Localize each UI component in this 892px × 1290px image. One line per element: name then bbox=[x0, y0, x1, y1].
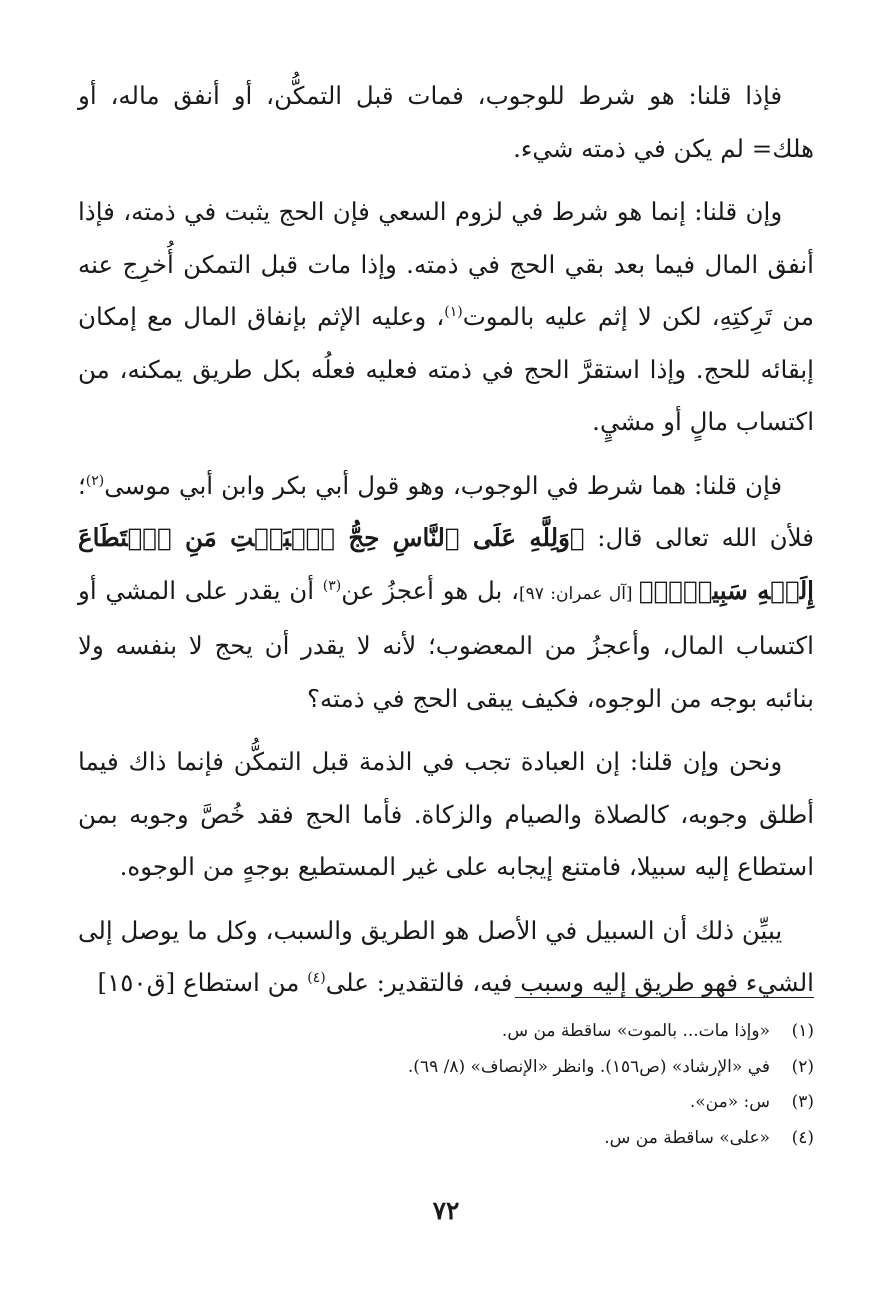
footnote-number: (٤) bbox=[791, 1127, 814, 1148]
footnote-text: في «الإرشاد» (ص١٥٦). وانظر «الإنصاف» (٨/ ٦٩). bbox=[407, 1056, 770, 1077]
footnote-number: (٣) bbox=[791, 1092, 814, 1112]
footnote-ref-2: (٢) bbox=[85, 472, 105, 489]
footnote-4 bbox=[78, 1121, 814, 1157]
quran-verse: ﴿وَلِلَّهِ عَلَى ٱلنَّاسِ حِجُّ ٱلۡبَيۡتِ مَنِ ٱسۡتَطَاعَ إِلَيۡهِ سَبِيلٗاۚ﴾ bbox=[78, 523, 814, 605]
footnote-number: (٢) bbox=[791, 1056, 814, 1077]
paragraph-3-text-c: ، بل هو أعجزُ عن bbox=[341, 575, 519, 605]
footnote-ref-3: (٣) bbox=[322, 577, 342, 594]
paragraph-3-text-a: فإن قلنا: هما شرط في الوجوب، وهو قول أبي بكر وابن أبي موسى bbox=[104, 470, 783, 500]
footnotes bbox=[78, 1014, 814, 1156]
paragraph-3-text-b: ؛ فلأن الله تعالى قال: bbox=[78, 470, 814, 552]
footnote-text: «وإذا مات... بالموت» ساقطة من س. bbox=[501, 1021, 770, 1041]
paragraph-5 bbox=[78, 905, 814, 1010]
footnote-ref-1: (١) bbox=[444, 303, 463, 320]
footnote-text: س: «من». bbox=[689, 1092, 770, 1112]
paragraph-5-text-a: يبيِّن ذلك أن السبيل في الأصل هو الطريق والسبب، وكل ما يوصل إلى الشيء فهو طريق إليه وسبب فيه، فالتقدير: على bbox=[78, 915, 814, 997]
paragraph-4: ونحن وإن قلنا: إن العبادة تجب في الذمة قبل التمكُّن فإنما ذاك فيما أطلق وجوبه، كالصلاة والصيام والزكاة. فأما الحج فقد خُصَّ وجوبه بمن استطاع إليه سبيلا، فامتنع إيجابه على غير المستطيع بوجهٍ من الوجوه. bbox=[78, 747, 814, 881]
footnote-separator bbox=[515, 997, 814, 998]
paragraph-3 bbox=[78, 460, 814, 726]
paragraph-2-text-b: ، وعليه الإثم بإنفاق المال مع إمكان إبقائه للحج. وإذا استقرَّ الحج في ذمته فعليه فعلُه بكل طريق يمكنه، من اكتساب مالٍ أو مشيٍ. bbox=[78, 302, 814, 436]
verse-citation: [آل عمران: ٩٧] bbox=[519, 583, 639, 604]
main-text bbox=[78, 70, 814, 1021]
page-number: ٧٢ bbox=[432, 1196, 460, 1225]
footnote-ref-4: (٤) bbox=[307, 969, 326, 986]
paragraph-5-text-b: من استطاع [ق١٥٠] bbox=[97, 968, 308, 997]
paragraph-1: فإذا قلنا: هو شرط للوجوب، فمات قبل التمكُّن، أو أنفق ماله، أو هلك= لم يكن في ذمته شيء. bbox=[78, 81, 814, 163]
paragraph-3-text-d: أن يقدر على المشي أو اكتساب المال، وأعجزُ من المعضوب؛ لأنه لا يقدر أن يحج لا بنفسه ولا بنائبه بوجه من الوجوه، فكيف يبقى الحج في ذمته؟ bbox=[78, 575, 814, 713]
paragraph-2 bbox=[78, 186, 814, 449]
footnote-3 bbox=[78, 1085, 814, 1121]
footnote-1 bbox=[78, 1014, 814, 1050]
footnote-text: «على» ساقطة من س. bbox=[604, 1127, 770, 1148]
footnote-2 bbox=[78, 1050, 814, 1086]
footnote-number: (١) bbox=[791, 1021, 814, 1041]
paragraph-2-text-a: وإن قلنا: إنما هو شرط في لزوم السعي فإن الحج يثبت في ذمته، فإذا أنفق المال فيما بعد بقي الحج في ذمته. وإذا مات قبل التمكن أُخرِج عنه من تَرِكتِهِ، لكن لا إثم عليه بالموت bbox=[78, 197, 814, 331]
